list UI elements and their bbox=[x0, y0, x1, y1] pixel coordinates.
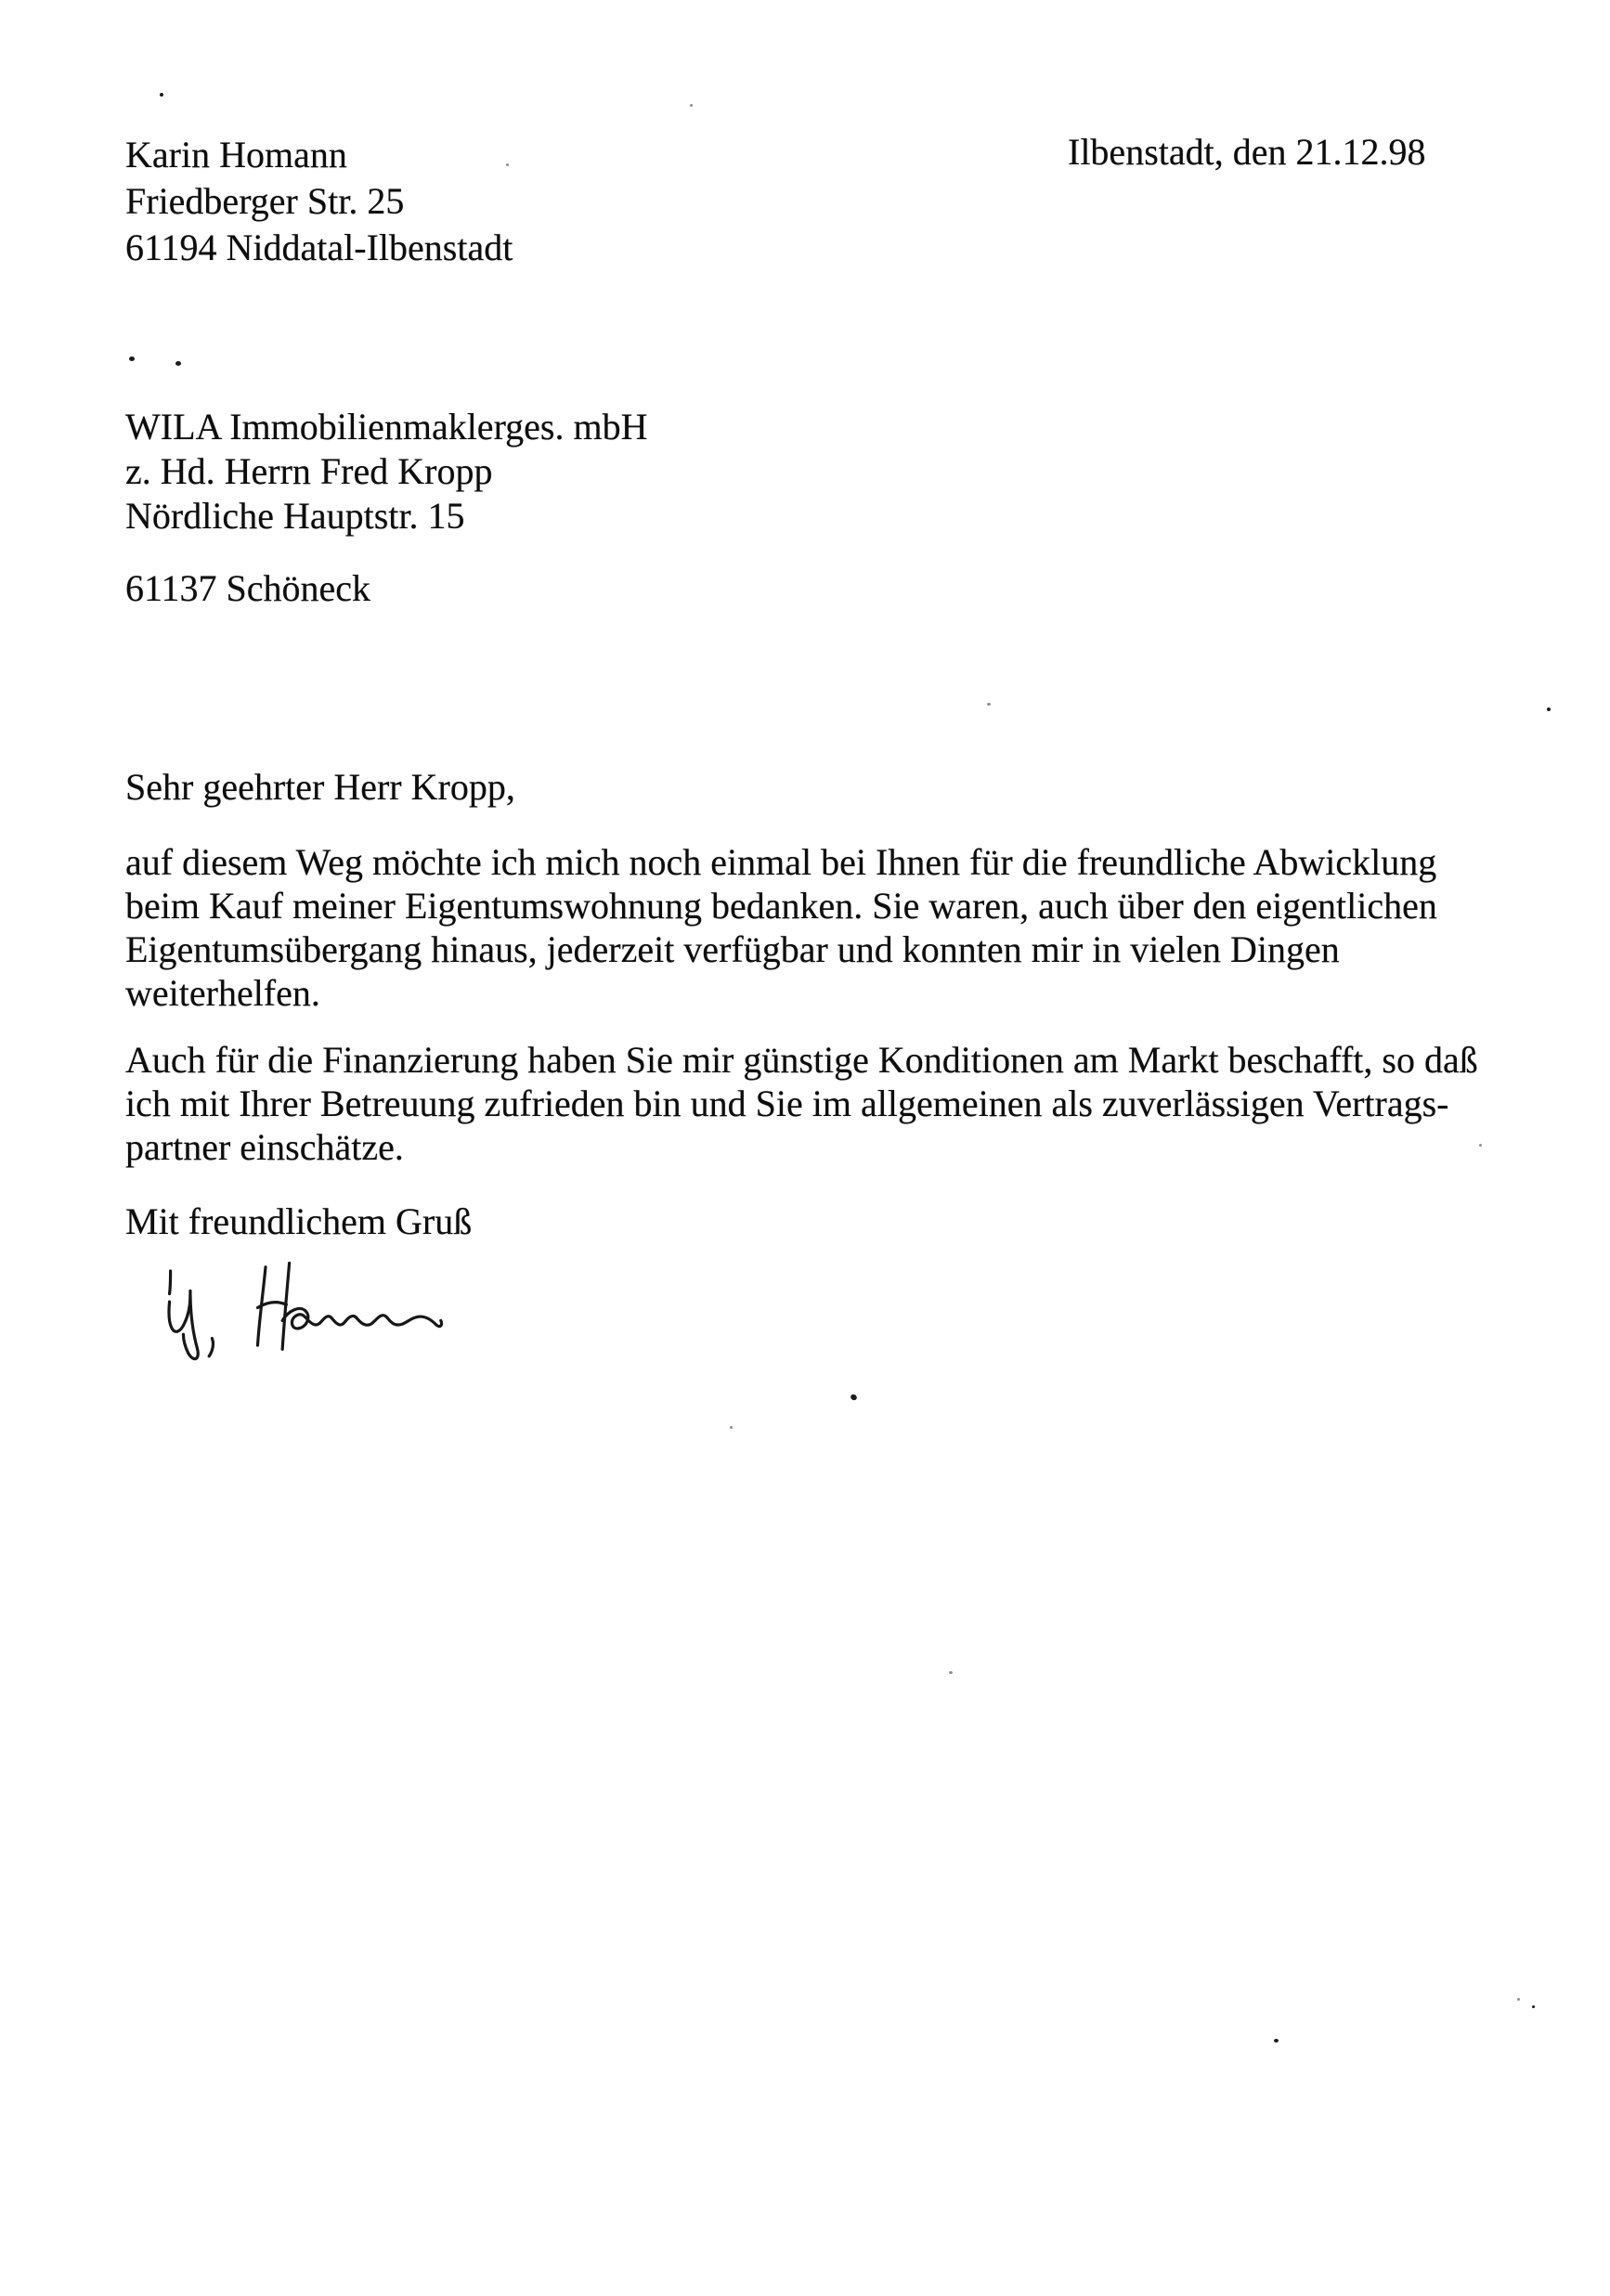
sender-address-block bbox=[125, 132, 513, 271]
scan-speck bbox=[690, 104, 693, 107]
paragraph-line: ich mit Ihrer Betreuung zufrieden bin und Sie im allgemeinen als zuverlässigen Vertrags- bbox=[125, 1083, 1449, 1124]
signature-stroke bbox=[209, 1339, 213, 1356]
body-paragraph-1 bbox=[125, 840, 1437, 1015]
scan-speck bbox=[1479, 1144, 1482, 1147]
paragraph-line: beim Kauf meiner Eigentumswohnung bedanken. Sie waren, auch über den eigentlichen bbox=[125, 885, 1437, 927]
scan-speck bbox=[850, 1394, 858, 1402]
dateline: Ilbenstadt, den 21.12.98 bbox=[1068, 131, 1426, 173]
scan-speck bbox=[1274, 2039, 1279, 2043]
scan-speck bbox=[1547, 707, 1551, 711]
paragraph-line: auf diesem Weg möchte ich mich noch einmal bei Ihnen für die freundliche Abwicklung bbox=[125, 841, 1437, 883]
signature-stroke bbox=[282, 1308, 441, 1328]
scan-speck bbox=[160, 93, 163, 97]
recipient-city: 61137 Schöneck bbox=[125, 567, 371, 609]
recipient-street: Nördliche Hauptstr. 15 bbox=[125, 495, 465, 537]
scan-speck bbox=[987, 703, 991, 706]
closing-phrase: Mit freundlichem Gruß bbox=[125, 1200, 473, 1242]
paragraph-line: Eigentumsübergang hinaus, jederzeit verfügbar und konnten mir in vielen Dingen bbox=[125, 928, 1340, 970]
scan-speck bbox=[730, 1426, 733, 1429]
signature-stroke bbox=[183, 1291, 198, 1358]
recipient-address-block bbox=[125, 405, 647, 538]
signature-stroke bbox=[282, 1263, 289, 1349]
handwritten-signature bbox=[147, 1261, 444, 1385]
paragraph-line: partner einschätze. bbox=[125, 1126, 404, 1168]
body-paragraph-2 bbox=[125, 1038, 1478, 1169]
sender-city: 61194 Niddatal-Ilbenstadt bbox=[125, 227, 513, 268]
scan-speck bbox=[129, 357, 135, 361]
signature-stroke bbox=[169, 1295, 190, 1332]
sender-street: Friedberger Str. 25 bbox=[125, 180, 405, 222]
recipient-company: WILA Immobilienmaklerges. mbH bbox=[125, 406, 648, 448]
scan-speck bbox=[949, 1671, 953, 1674]
scan-speck bbox=[1532, 2005, 1535, 2008]
sender-name: Karin Homann bbox=[125, 134, 347, 175]
salutation: Sehr geehrter Herr Kropp, bbox=[125, 766, 515, 808]
paragraph-line: weiterhelfen. bbox=[125, 972, 320, 1014]
signature-stroke bbox=[170, 1271, 171, 1294]
recipient-attention: z. Hd. Herrn Fred Kropp bbox=[125, 450, 493, 492]
scan-speck bbox=[1517, 1998, 1520, 2001]
scan-speck bbox=[506, 163, 509, 166]
paragraph-line: Auch für die Finanzierung haben Sie mir günstige Konditionen am Markt beschafft, so daß bbox=[125, 1039, 1478, 1081]
scan-speck bbox=[175, 361, 181, 366]
